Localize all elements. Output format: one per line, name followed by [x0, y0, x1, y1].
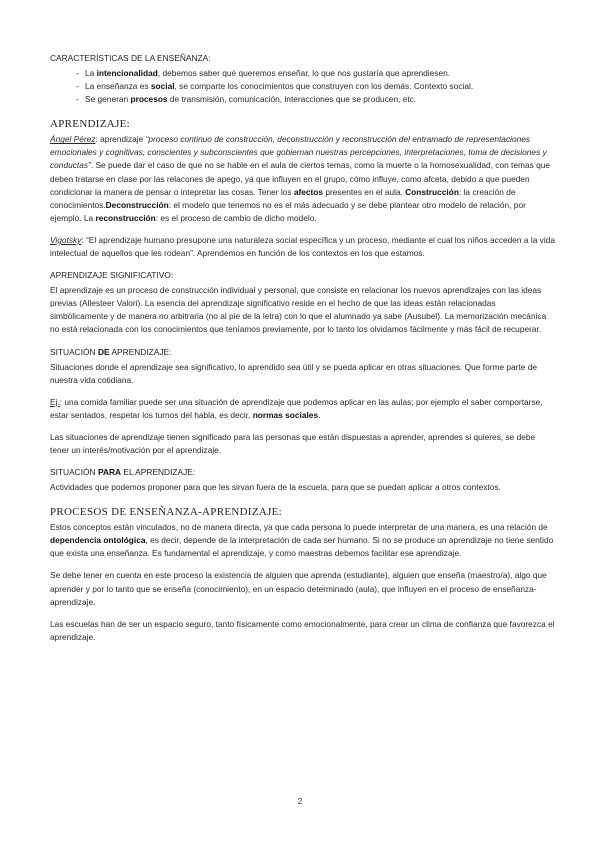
situacion-de-paragraph-2: Las situaciones de aprendizaje tienen significado para las personas que están dispuestas a aprender, aprendes si quieres, se debe tener un interés/motivación por el aprendizaje. — [50, 431, 536, 455]
page-content — [50, 52, 555, 644]
caracteristicas-list — [50, 67, 555, 106]
section-heading-situacion-para: SITUACIÓN PARA EL APRENDIZAJE: — [50, 467, 196, 478]
significativo-paragraph: El aprendizaje es un proceso de construcción individual y personal, que consiste en relacionar los nuevos aprendizajes con las ideas previas (Allesteer Valori). La esencia del aprendizaje significativo reside en el hecho de que las ideas están relacionadas simbólicamente y de manera no arbitraria (no al pie de la letra) con lo que el alumnado ya sabe (Ausubel). La memorización mecánica no está relacionada con los conocimientos que teníamos previamente, por lo tanto los olvidamos fácilmente y más fácil de recuperar. — [50, 285, 547, 335]
list-item: - La intencionalidad, debemos saber qué queremos enseñar, lo que nos gustaría que aprendiesen. — [85, 67, 555, 80]
situacion-para-paragraph: Actividades que podemos proponer para que les sirvan fuera de la escuela, para que se puedan aplicar a otros contextos. — [50, 482, 501, 493]
list-item: - La enseñanza es social, se comparte los conocimientos que construyen con los demás. Contexto social. — [85, 80, 555, 93]
section-heading-aprendizaje: APRENDIZAJE: — [50, 118, 130, 131]
vigotsky-paragraph: Vigotsky: “El aprendizaje humano presupone una naturaleza social específica y un proceso, mediante el cual los niños acceden a la vida intelectual de aquellos que les rodean”. Aprendemos en función de los contextos en los que estamos. — [50, 234, 555, 259]
author-name: Vigotsky — [50, 234, 82, 245]
author-name: Ángel Pérez — [50, 134, 96, 145]
list-item: - Se generan procesos de transmisión, comunicación, interacciones que se producen, etc. — [85, 93, 555, 106]
section-heading-caracteristicas: CARACTERÍSTICAS DE LA ENSEÑANZA: — [50, 53, 211, 63]
section-heading-significativo: APRENDIZAJE SIGNIFICATIVO: — [50, 270, 174, 281]
situacion-de-paragraph: Situaciones donde el aprendizaje sea significativo, lo aprendido sea útil y se pueda aplicar en otras situaciones. Que forme parte de nuestra vida cotidiana. — [50, 361, 538, 385]
example-paragraph: Ej.: una comida familiar puede ser una situación de aprendizaje que podemos aplicar en las aulas; por ejemplo el saber comportarse, estar sentados, respetar los turnos del habla, es decir, normas sociales. — [50, 396, 543, 420]
example-label: Ej. — [50, 396, 60, 407]
page-number: 2 — [297, 796, 303, 806]
procesos-paragraph-1: Estos conceptos están vinculados, no de manera directa, ya que cada persona lo puede interpretar de una manera, es una relación de dependencia ontológica, es decir, depende de la interpretación de cada ser humano. Si no se produce un aprendizaje no tiene sentido que exista una enseñanza. Es fundamental el aprendizaje, y como maestras debemos facilitar ese aprendizaje. — [50, 522, 554, 559]
quote-text: “proceso continuo de construcción, deconstrucción y reconstrucción del entramado de representaciones emocionales y cognitivas, conscientes y subconscientes que gobiernan nuestras percepciones, interpretaciones, toma de decisiones y conductas” — [50, 134, 547, 171]
procesos-paragraph-2: Se debe tener en cuenta en este proceso la existencia de alguien que aprenda (estudiante), alguien que enseña (maestro/a), algo que aprender y por lo tanto que se enseña (conocimiento), en un espacio determinado (aula), que influyen en el proceso de enseñanza-aprendizaje. — [50, 570, 547, 607]
aprendizaje-paragraph: Ángel Pérez: aprendizaje “proceso continuo de construcción, deconstrucción y reconstrucción del entramado de representaciones emocionales y cognitivas, conscientes y subconscientes que gobiernan nuestras percepciones, interpretaciones, toma de decisiones y conductas”. Se puede dar el caso de que no se hable en el aula de ciertos temas, como la muerte o la homosexualidad, con temas que deben tratarse en clase por las relacones de apego, ya que influyen en el grupo, cómo influye, como afceta, debido a que pueden condicionar la manera de pensar o intepretar las cosas. Tener los afectos presentes en el aula. Construcción: la creación de conocimientos.Deconstrucción: el modelo que tenemos no es el más adecuado y se debe plantear otro modelo de relación, por ejemplo. La reconstrucción: es el proceso de cambio de dicho modelo. — [50, 134, 551, 223]
section-heading-situacion-de: SITUACIÓN DE APRENDIZAJE: — [50, 346, 172, 357]
section-heading-procesos: PROCESOS DE ENSEÑANZA-APRENDIZAJE: — [50, 506, 283, 519]
procesos-paragraph-3: Las escuelas han de ser un espacio seguro, tanto físicamente como emocionalmente, para crear un clima de confianza que favorezca el aprendizaje. — [50, 618, 555, 642]
